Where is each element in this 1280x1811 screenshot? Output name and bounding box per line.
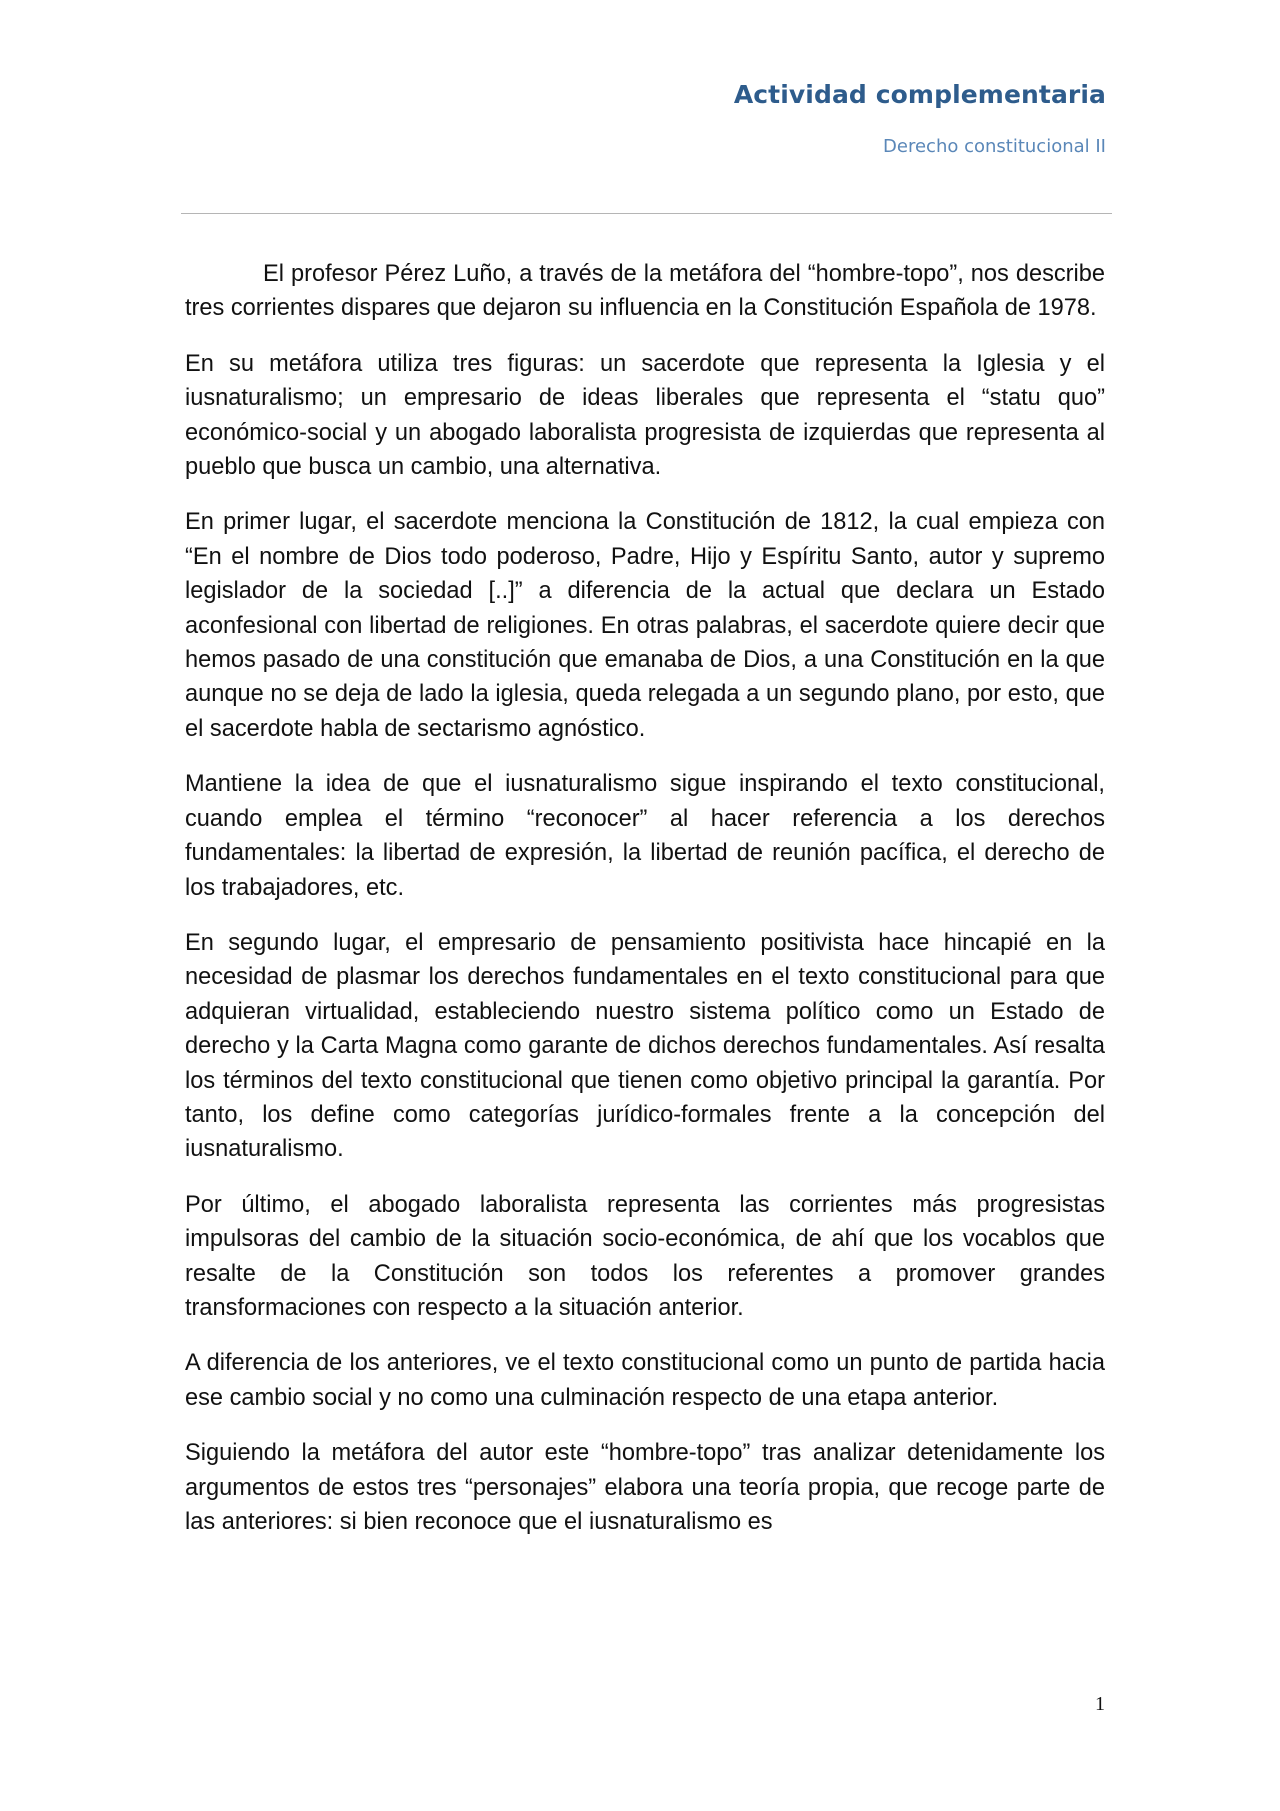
header-divider — [181, 213, 1112, 214]
paragraph-3: En primer lugar, el sacerdote menciona la Constitución de 1812, la cual empieza con “En el nombre de Dios todo poderoso, Padre, Hijo y Espíritu Santo, autor y supremo legislador de la sociedad [..]” a diferencia de la actual que declara un Estado aconfesional con libertad de religiones. En otras palabras, el sacerdote quiere decir que hemos pasado de una constitución que emanaba de Dios, a una Constitución en la que aunque no se deja de lado la iglesia, queda relegada a un segundo plano, por esto, que el sacerdote habla de sectarismo agnóstico. — [185, 509, 1105, 742]
paragraph-5: En segundo lugar, el empresario de pensamiento positivista hace hincapié en la necesidad de plasmar los derechos fundamentales en el texto constitucional para que adquieran virtualidad, estableciendo nuestro sistema político como un Estado de derecho y la Carta Magna como garante de dichos derechos fundamentales. Así resalta los términos del texto constitucional que tienen como objetivo principal la garantía. Por tanto, los define como categorías jurídico-formales frente a la concepción del iusnaturalismo. — [185, 929, 1105, 1163]
document-body — [185, 257, 1105, 1539]
document-title: Actividad complementaria — [733, 80, 1106, 109]
paragraph-7: A diferencia de los anteriores, ve el texto constitucional como un punto de partida hacia ese cambio social y no como una culminación respecto de una etapa anterior. — [185, 1350, 1105, 1411]
paragraph-1: El profesor Pérez Luño, a través de la metáfora del “hombre-topo”, nos describe tres corrientes dispares que dejaron su influencia en la Constitución Española de 1978. — [185, 261, 1105, 322]
paragraph-4: Mantiene la idea de que el iusnaturalismo sigue inspirando el texto constitucional, cuando emplea el término “reconocer” al hacer referencia a los derechos fundamentales: la libertad de expresión, la libertad de reunión pacífica, el derecho de los trabajadores, etc. — [185, 771, 1105, 901]
document-subtitle: Derecho constitucional II — [883, 136, 1106, 157]
page-number: 1 — [1095, 1693, 1105, 1715]
paragraph-2: En su metáfora utiliza tres figuras: un sacerdote que representa la Iglesia y el iusnaturalismo; un empresario de ideas liberales que representa el “statu quo” económico-social y un abogado laboralista progresista de izquierdas que representa al pueblo que busca un cambio, una alternativa. — [185, 350, 1105, 481]
paragraph-6: Por último, el abogado laboralista representa las corrientes más progresistas impulsoras del cambio de la situación socio-económica, de ahí que los vocablos que resalte de la Constitución son todos los referentes a promover grandes transformaciones con respecto a la situación anterior. — [185, 1191, 1105, 1321]
page-header — [181, 0, 1112, 216]
paragraph-8: Siguiendo la metáfora del autor este “hombre-topo” tras analizar detenidamente los argumentos de estos tres “personajes” elabora una teoría propia, que recoge parte de las anteriores: si bien reconoce que el iusnaturalismo es — [185, 1440, 1105, 1535]
